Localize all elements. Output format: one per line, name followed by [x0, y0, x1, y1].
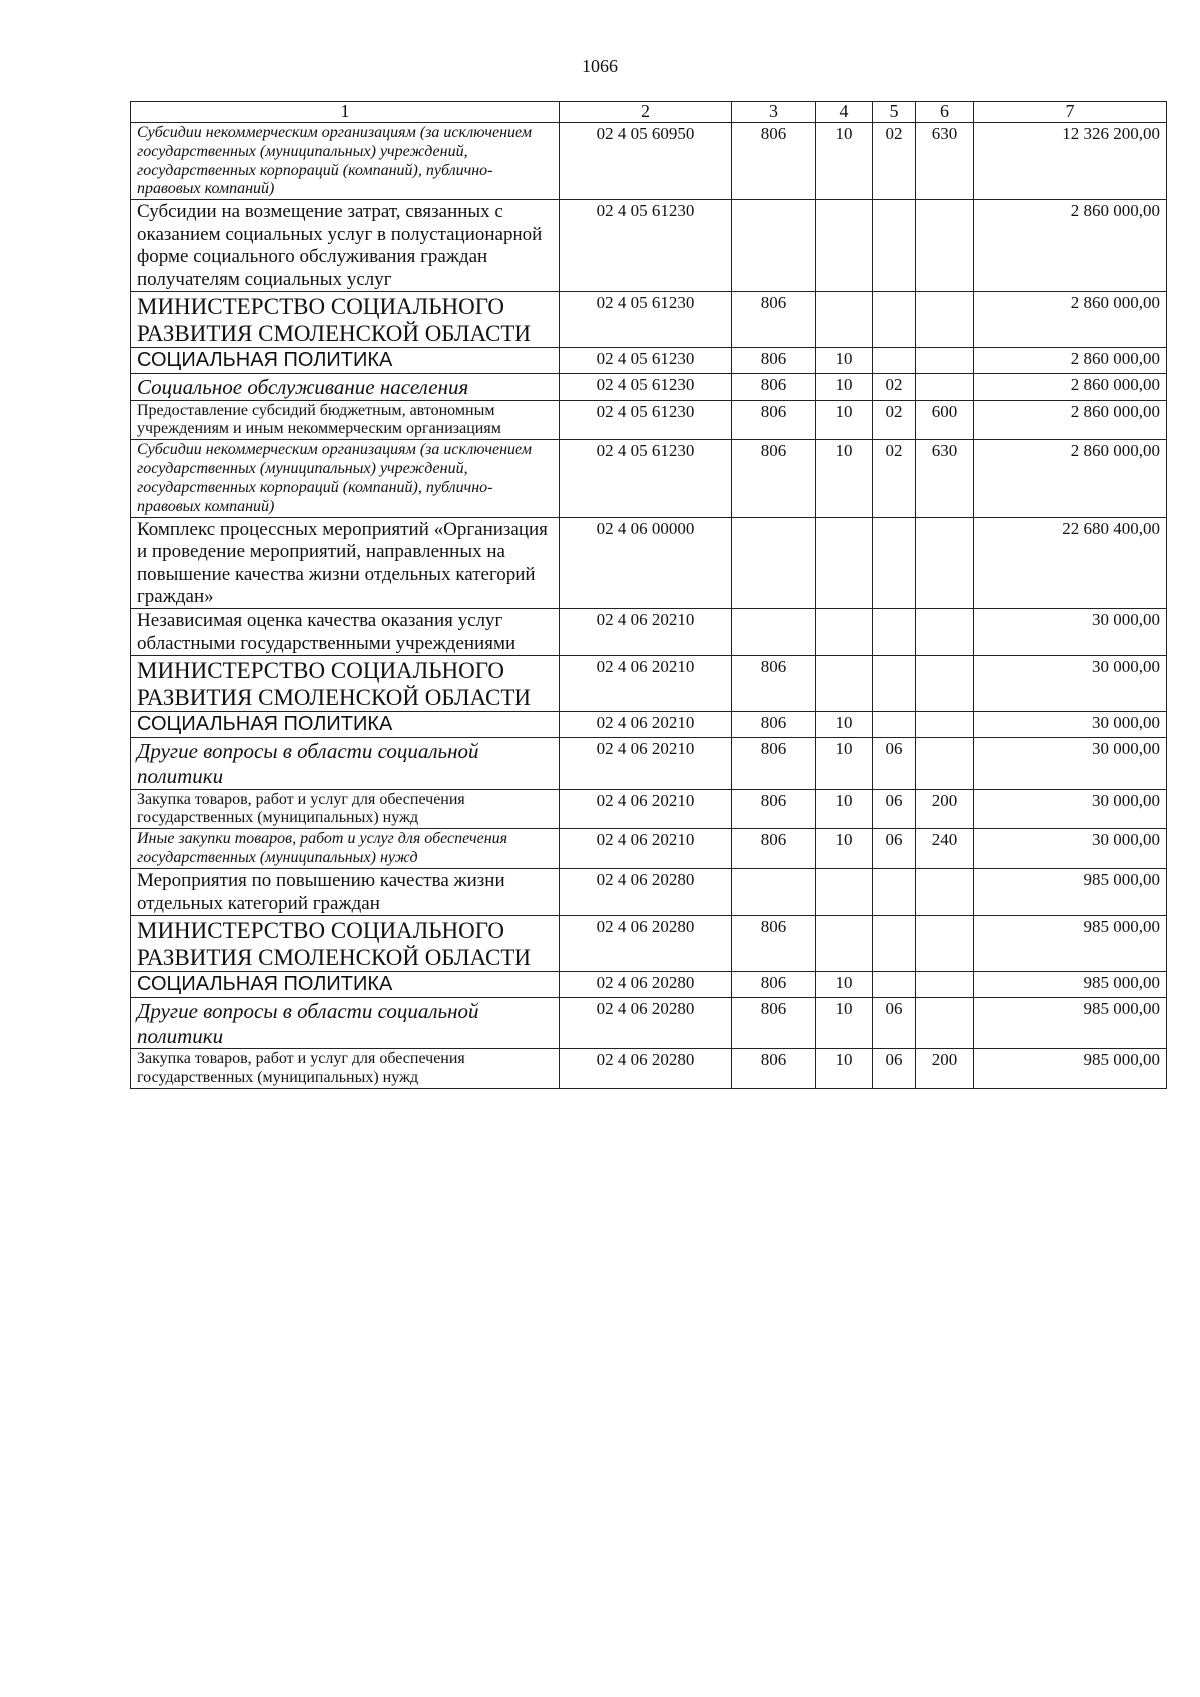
admin-code-cell — [732, 200, 816, 292]
admin-code-cell: 806 — [732, 373, 816, 400]
target-article-code-cell: 02 4 06 20210 — [560, 656, 732, 712]
amount-cell: 30 000,00 — [974, 738, 1167, 790]
table-row — [131, 348, 1167, 374]
admin-code-cell — [732, 609, 816, 656]
subsection-code-cell: 02 — [873, 373, 916, 400]
admin-code-cell: 806 — [732, 915, 816, 971]
subsection-code-cell: 06 — [873, 829, 916, 869]
table-row — [131, 122, 1167, 200]
section-code-cell: 10 — [816, 122, 873, 200]
section-code-cell: 10 — [816, 972, 873, 998]
row-name-cell: Иные закупки товаров, работ и услуг для обеспечения государственных (муниципальных) нужд — [131, 829, 560, 869]
row-name-cell: Закупка товаров, работ и услуг для обеспечения государственных (муниципальных) нужд — [131, 1049, 560, 1089]
header-row — [131, 102, 1167, 123]
expense-type-code-cell: 630 — [916, 122, 974, 200]
expense-type-code-cell — [916, 997, 974, 1049]
admin-code-cell: 806 — [732, 440, 816, 518]
subsection-code-cell: 06 — [873, 789, 916, 829]
table-row — [131, 400, 1167, 440]
header-cell: 3 — [732, 102, 816, 123]
expense-type-code-cell: 600 — [916, 400, 974, 440]
table-row — [131, 291, 1167, 347]
expense-type-code-cell — [916, 348, 974, 374]
row-name-cell: Субсидии некоммерческим организациям (за исключением государственных (муниципальных) учреждений, государственных корпораций (компаний), публично-правовых компаний) — [131, 122, 560, 200]
header-cell: 2 — [560, 102, 732, 123]
table-row — [131, 440, 1167, 518]
amount-cell: 2 860 000,00 — [974, 200, 1167, 292]
amount-cell: 2 860 000,00 — [974, 400, 1167, 440]
amount-cell: 30 000,00 — [974, 609, 1167, 656]
admin-code-cell: 806 — [732, 789, 816, 829]
table-row — [131, 829, 1167, 869]
target-article-code-cell: 02 4 06 00000 — [560, 517, 732, 609]
admin-code-cell: 806 — [732, 400, 816, 440]
target-article-code-cell: 02 4 05 61230 — [560, 200, 732, 292]
subsection-code-cell — [873, 291, 916, 347]
target-article-code-cell: 02 4 05 61230 — [560, 400, 732, 440]
target-article-code-cell: 02 4 06 20280 — [560, 1049, 732, 1089]
expense-type-code-cell: 200 — [916, 1049, 974, 1089]
section-code-cell: 10 — [816, 348, 873, 374]
expense-type-code-cell: 240 — [916, 829, 974, 869]
row-name-cell: Мероприятия по повышению качества жизни отдельных категорий граждан — [131, 869, 560, 916]
subsection-code-cell — [873, 609, 916, 656]
row-name-cell: МИНИСТЕРСТВО СОЦИАЛЬНОГО РАЗВИТИЯ СМОЛЕНСКОЙ ОБЛАСТИ — [131, 656, 560, 712]
admin-code-cell: 806 — [732, 291, 816, 347]
subsection-code-cell: 02 — [873, 400, 916, 440]
expense-type-code-cell — [916, 712, 974, 738]
expense-type-code-cell: 630 — [916, 440, 974, 518]
row-name-cell: Субсидии некоммерческим организациям (за исключением государственных (муниципальных) учреждений, государственных корпораций (компаний), публично-правовых компаний) — [131, 440, 560, 518]
section-code-cell: 10 — [816, 373, 873, 400]
row-name-cell: Другие вопросы в области социальной политики — [131, 997, 560, 1049]
row-name-cell: МИНИСТЕРСТВО СОЦИАЛЬНОГО РАЗВИТИЯ СМОЛЕНСКОЙ ОБЛАСТИ — [131, 291, 560, 347]
expense-type-code-cell — [916, 738, 974, 790]
table-row — [131, 869, 1167, 916]
section-code-cell: 10 — [816, 829, 873, 869]
amount-cell: 30 000,00 — [974, 656, 1167, 712]
section-code-cell: 10 — [816, 738, 873, 790]
section-code-cell: 10 — [816, 400, 873, 440]
table-row — [131, 997, 1167, 1049]
expense-type-code-cell — [916, 656, 974, 712]
subsection-code-cell — [873, 869, 916, 916]
expense-type-code-cell — [916, 373, 974, 400]
expense-type-code-cell — [916, 200, 974, 292]
target-article-code-cell: 02 4 05 61230 — [560, 440, 732, 518]
amount-cell: 12 326 200,00 — [974, 122, 1167, 200]
target-article-code-cell: 02 4 05 61230 — [560, 373, 732, 400]
target-article-code-cell: 02 4 06 20210 — [560, 609, 732, 656]
section-code-cell — [816, 609, 873, 656]
target-article-code-cell: 02 4 06 20280 — [560, 869, 732, 916]
admin-code-cell: 806 — [732, 1049, 816, 1089]
amount-cell: 22 680 400,00 — [974, 517, 1167, 609]
amount-cell: 2 860 000,00 — [974, 348, 1167, 374]
target-article-code-cell: 02 4 06 20210 — [560, 712, 732, 738]
admin-code-cell: 806 — [732, 712, 816, 738]
section-code-cell: 10 — [816, 712, 873, 738]
page-number: 1066 — [582, 56, 618, 76]
target-article-code-cell: 02 4 06 20280 — [560, 997, 732, 1049]
expense-type-code-cell — [916, 869, 974, 916]
expense-type-code-cell — [916, 609, 974, 656]
expense-type-code-cell: 200 — [916, 789, 974, 829]
row-name-cell: МИНИСТЕРСТВО СОЦИАЛЬНОГО РАЗВИТИЯ СМОЛЕНСКОЙ ОБЛАСТИ — [131, 915, 560, 971]
table-row — [131, 200, 1167, 292]
row-name-cell: Социальное обслуживание населения — [131, 373, 560, 400]
header-cell: 5 — [873, 102, 916, 123]
header-cell: 6 — [916, 102, 974, 123]
section-code-cell — [816, 915, 873, 971]
subsection-code-cell: 06 — [873, 1049, 916, 1089]
table-row — [131, 1049, 1167, 1089]
table-row — [131, 656, 1167, 712]
admin-code-cell — [732, 869, 816, 916]
subsection-code-cell — [873, 656, 916, 712]
table-row — [131, 517, 1167, 609]
budget-table — [130, 101, 1167, 1089]
admin-code-cell: 806 — [732, 972, 816, 998]
subsection-code-cell: 02 — [873, 440, 916, 518]
section-code-cell — [816, 200, 873, 292]
admin-code-cell: 806 — [732, 656, 816, 712]
row-name-cell: СОЦИАЛЬНАЯ ПОЛИТИКА — [131, 348, 560, 374]
table-row — [131, 609, 1167, 656]
amount-cell: 2 860 000,00 — [974, 373, 1167, 400]
header-cell: 1 — [131, 102, 560, 123]
table-row — [131, 789, 1167, 829]
target-article-code-cell: 02 4 06 20210 — [560, 829, 732, 869]
amount-cell: 2 860 000,00 — [974, 440, 1167, 518]
admin-code-cell: 806 — [732, 348, 816, 374]
target-article-code-cell: 02 4 06 20210 — [560, 738, 732, 790]
section-code-cell: 10 — [816, 1049, 873, 1089]
row-name-cell: Субсидии на возмещение затрат, связанных с оказанием социальных услуг в полустационарной форме социального обслуживания граждан получателям социальных услуг — [131, 200, 560, 292]
amount-cell: 30 000,00 — [974, 829, 1167, 869]
amount-cell: 985 000,00 — [974, 997, 1167, 1049]
row-name-cell: СОЦИАЛЬНАЯ ПОЛИТИКА — [131, 712, 560, 738]
target-article-code-cell: 02 4 06 20210 — [560, 789, 732, 829]
table-row — [131, 972, 1167, 998]
row-name-cell: Другие вопросы в области социальной политики — [131, 738, 560, 790]
admin-code-cell: 806 — [732, 829, 816, 869]
admin-code-cell: 806 — [732, 738, 816, 790]
section-code-cell — [816, 869, 873, 916]
amount-cell: 985 000,00 — [974, 869, 1167, 916]
section-code-cell — [816, 656, 873, 712]
subsection-code-cell — [873, 712, 916, 738]
expense-type-code-cell — [916, 972, 974, 998]
section-code-cell: 10 — [816, 789, 873, 829]
table-row — [131, 712, 1167, 738]
subsection-code-cell — [873, 915, 916, 971]
target-article-code-cell: 02 4 05 60950 — [560, 122, 732, 200]
table-row — [131, 738, 1167, 790]
target-article-code-cell: 02 4 06 20280 — [560, 915, 732, 971]
amount-cell: 985 000,00 — [974, 1049, 1167, 1089]
subsection-code-cell: 02 — [873, 122, 916, 200]
row-name-cell: СОЦИАЛЬНАЯ ПОЛИТИКА — [131, 972, 560, 998]
admin-code-cell — [732, 517, 816, 609]
section-code-cell: 10 — [816, 997, 873, 1049]
row-name-cell: Комплекс процессных мероприятий «Организация и проведение мероприятий, направленных на повышение качества жизни отдельных категорий граждан» — [131, 517, 560, 609]
subsection-code-cell — [873, 200, 916, 292]
amount-cell: 30 000,00 — [974, 789, 1167, 829]
subsection-code-cell — [873, 972, 916, 998]
row-name-cell: Предоставление субсидий бюджетным, автономным учреждениям и иным некоммерческим организациям — [131, 400, 560, 440]
table-body — [131, 122, 1167, 1088]
amount-cell: 985 000,00 — [974, 972, 1167, 998]
table-row — [131, 915, 1167, 971]
target-article-code-cell: 02 4 05 61230 — [560, 348, 732, 374]
admin-code-cell: 806 — [732, 122, 816, 200]
table-row — [131, 373, 1167, 400]
amount-cell: 30 000,00 — [974, 712, 1167, 738]
section-code-cell: 10 — [816, 440, 873, 518]
row-name-cell: Закупка товаров, работ и услуг для обеспечения государственных (муниципальных) нужд — [131, 789, 560, 829]
expense-type-code-cell — [916, 915, 974, 971]
expense-type-code-cell — [916, 517, 974, 609]
row-name-cell: Независимая оценка качества оказания услуг областными государственными учреждениями — [131, 609, 560, 656]
amount-cell: 985 000,00 — [974, 915, 1167, 971]
subsection-code-cell — [873, 517, 916, 609]
section-code-cell — [816, 291, 873, 347]
expense-type-code-cell — [916, 291, 974, 347]
header-cell: 4 — [816, 102, 873, 123]
target-article-code-cell: 02 4 05 61230 — [560, 291, 732, 347]
target-article-code-cell: 02 4 06 20280 — [560, 972, 732, 998]
subsection-code-cell — [873, 348, 916, 374]
admin-code-cell: 806 — [732, 997, 816, 1049]
subsection-code-cell: 06 — [873, 738, 916, 790]
amount-cell: 2 860 000,00 — [974, 291, 1167, 347]
section-code-cell — [816, 517, 873, 609]
header-cell: 7 — [974, 102, 1167, 123]
subsection-code-cell: 06 — [873, 997, 916, 1049]
